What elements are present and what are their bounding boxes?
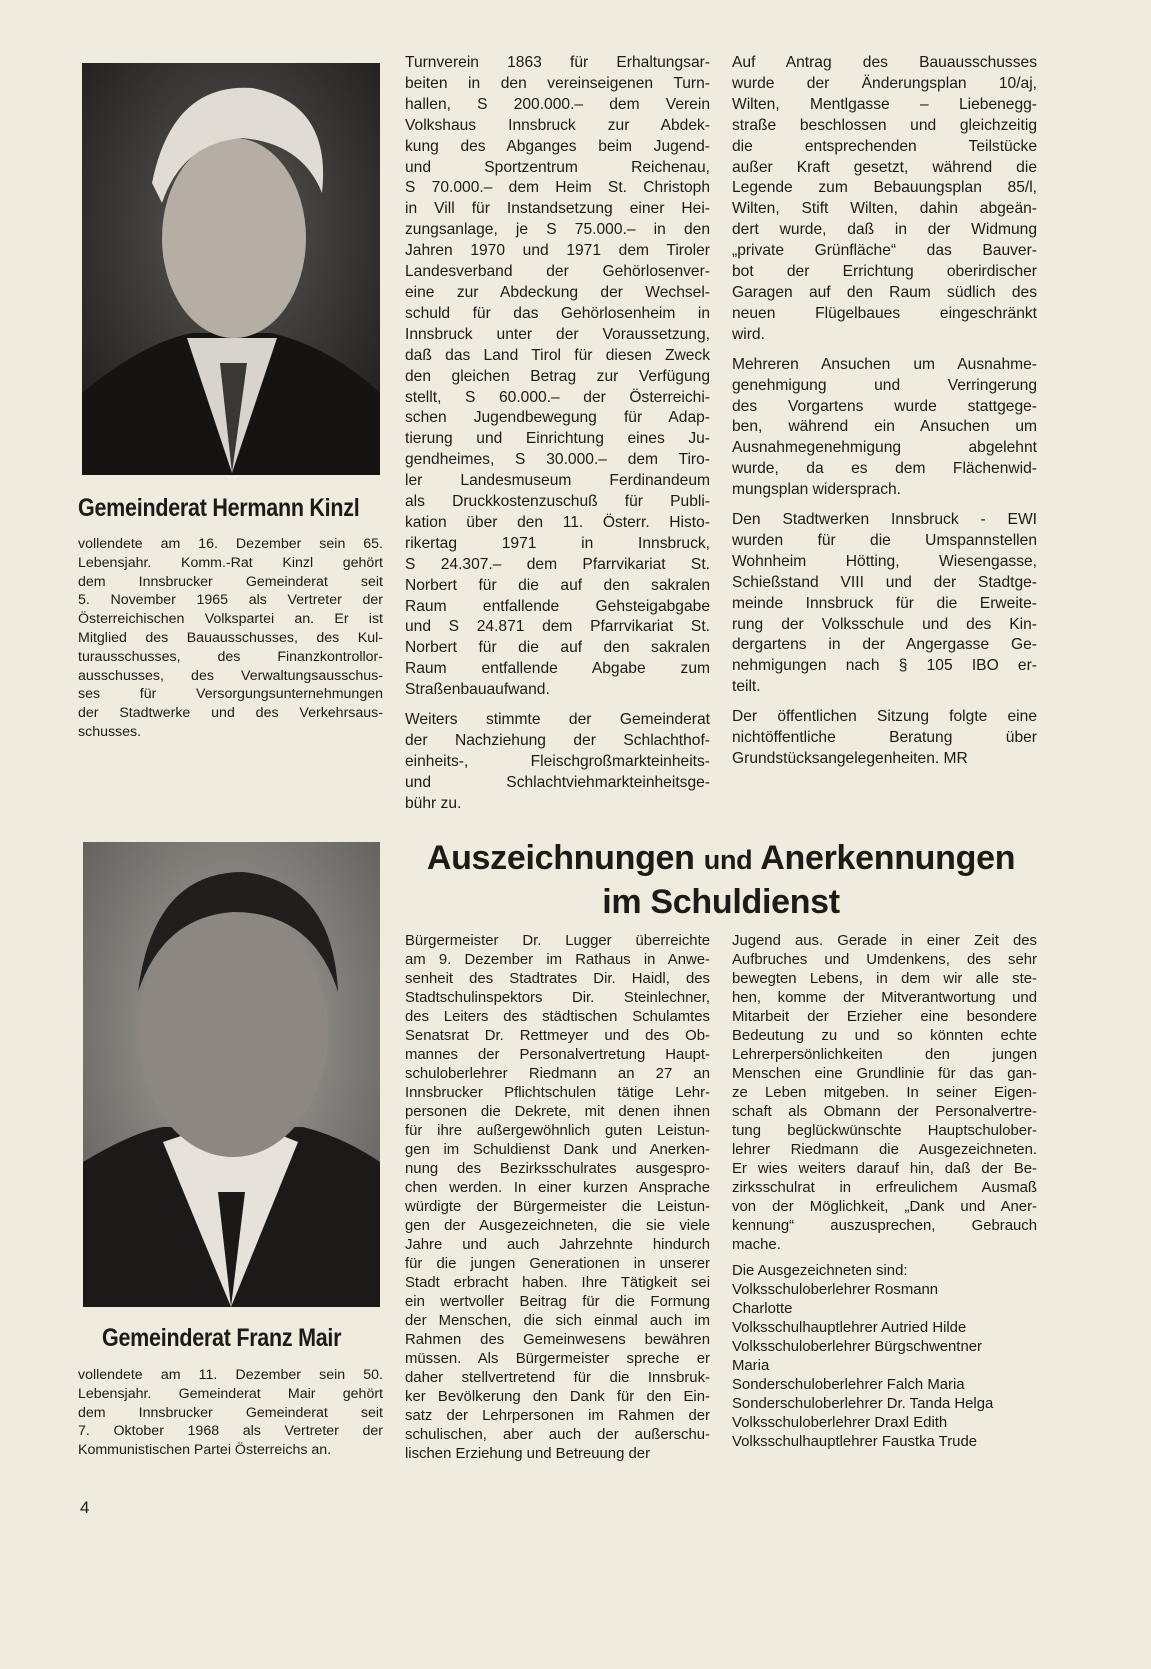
text-line: Wilten, Mentlgasse – Liebenegg-	[732, 95, 1037, 113]
text-line: Lebensjahr. Gemeinderat Mair gehört	[78, 1385, 383, 1402]
text-line: meinde Innsbruck für die Erweite-	[732, 594, 1037, 612]
text-line: neuen Flügelbaues eingeschränkt	[732, 304, 1037, 322]
text-line: gen im Schuldienst Dank und Anerken-	[405, 1142, 710, 1158]
text-line: mannes der Personalvertretung Haupt-	[405, 1047, 710, 1063]
portrait-photo-kinzl	[82, 63, 380, 475]
text-line: für die jungen Generationen in unserer	[405, 1256, 710, 1272]
text-line: Lebensjahr. Komm.-Rat Kinzl gehört	[78, 554, 383, 571]
portrait-photo-mair	[83, 842, 380, 1307]
text-line: ein wertvoller Beitrag für die Formung	[405, 1294, 710, 1310]
text-line: „private Grünfläche“ das Bauver-	[732, 242, 1037, 260]
text-line: Menschen eine Grundlinie für das gan-	[732, 1066, 1037, 1082]
text-line: Senatsrat Dr. Rettmeyer und des Ob-	[405, 1028, 710, 1044]
text-line: straße beschlossen und gleichzeitig	[732, 116, 1037, 134]
list-item: Volksschuloberlehrer Bürgschwentner	[732, 1339, 982, 1355]
text-line: Grundstücksangelegenheiten. MR	[732, 750, 968, 767]
text-line: zungsanlage, je S 75.000.– in den	[405, 221, 710, 239]
text-line: Er wies weiters darauf hin, daß der Be-	[732, 1161, 1037, 1177]
text-line: gendheimes, S 30.000.– dem Tiro-	[405, 451, 710, 469]
text-line: die entsprechenden Teilstücke	[732, 137, 1037, 155]
text-line: bühr zu.	[405, 794, 462, 812]
text-line: ben, während ein Ansuchen um	[732, 418, 1037, 436]
text-line: Jahre und auch Jahrzehnte hindurch	[405, 1237, 710, 1253]
text-line: Raum entfallende Abgabe zum	[405, 660, 710, 678]
text-line: bot der Errichtung oberirdischer	[732, 263, 1037, 281]
text-line: ler Landesmuseum Ferdinandeum	[405, 472, 710, 490]
text-line: in Vill für Instandsetzung einer Hei-	[405, 200, 710, 218]
text-line: teilt.	[732, 678, 761, 696]
text-line: ausschusses, des Verwaltungsausschus-	[78, 667, 383, 684]
page-number: 4	[80, 1498, 90, 1517]
portrait-caption-title: Gemeinderat Hermann Kinzl	[78, 494, 360, 522]
text-line: gen der Ausgezeichneten, die sie viele	[405, 1218, 710, 1234]
text-line: schuld für das Gehörlosenheim in	[405, 304, 710, 322]
awards-article-column-2	[405, 932, 710, 1471]
text-line: dert wurde, daß in der Widmung	[732, 221, 1037, 239]
list-item: Volksschulhauptlehrer Faustka Trude	[732, 1434, 978, 1450]
portrait-caption-title: Gemeinderat Franz Mair	[102, 1324, 342, 1352]
text-line: daß das Land Tirol für diesen Zweck	[405, 346, 710, 364]
text-line: Der öffentlichen Sitzung folgte eine	[732, 708, 1037, 726]
text-line: Lehrerpersönlichkeiten den jungen	[732, 1047, 1037, 1063]
text-line: personen die Dekrete, mit denen ihnen	[405, 1104, 710, 1120]
council-article-column-3	[732, 53, 1037, 779]
text-line: Bedeutung zu und so könnten echte	[732, 1028, 1037, 1044]
text-line: lischen Erziehung und Betreuung der	[405, 1446, 651, 1462]
awards-headline	[405, 837, 1037, 923]
article-paragraph	[732, 932, 1037, 1255]
text-line: rung der Volksschule und des Kin-	[732, 615, 1037, 633]
text-line: würdigte der Bürgermeister die Leistun-	[405, 1199, 710, 1215]
text-line: Wilten, Stift Wilten, dahin abgeän-	[732, 200, 1037, 218]
list-item: Volksschulhauptlehrer Autried Hilde	[732, 1320, 967, 1336]
text-line: S 70.000.– dem Heim St. Christoph	[405, 179, 710, 197]
text-line: Ausnahmegenehmigung abgelehnt	[732, 439, 1037, 457]
text-line: Aufbruches und Umdenkens, des sehr	[732, 952, 1037, 968]
text-line: Jahren 1970 und 1971 dem Tiroler	[405, 242, 710, 260]
text-line: Den Stadtwerken Innsbruck - EWI	[732, 511, 1037, 529]
text-line: Österreichischen Volkspartei an. Er ist	[78, 611, 383, 628]
text-line: des Leiters des städtischen Schulamtes	[405, 1009, 710, 1025]
text-line: 5. November 1965 als Vertreter der	[78, 592, 383, 609]
text-line: Garagen auf den Raum südlich des	[732, 283, 1037, 301]
text-line: dergartens in der Angergasse Ge-	[732, 636, 1037, 654]
text-line: stellt, S 60.000.– der Österreichi-	[405, 388, 710, 406]
council-article-column-2	[405, 53, 710, 824]
text-line: kation über den 11. Österr. Histo-	[405, 513, 710, 531]
text-line: wurde, da es dem Flächenwid-	[732, 460, 1037, 478]
article-paragraph	[405, 710, 710, 815]
text-line: Mehreren Ansuchen um Ausnahme-	[732, 355, 1037, 373]
text-line: mungsplan widersprach.	[732, 481, 902, 499]
text-line: und Schlachtviehmarkteinheitsge-	[405, 773, 710, 791]
text-line: Bürgermeister Dr. Lugger überreichte	[405, 933, 710, 949]
awards-article-column-3	[732, 932, 1037, 1452]
list-item: Volksschuloberlehrer Rosmann	[732, 1282, 939, 1298]
text-line: ker Bevölkerung den Dank für den Ein-	[405, 1389, 710, 1405]
text-line: nung des Bezirksschulrates ausgespro-	[405, 1161, 710, 1177]
text-line: Weiters stimmte der Gemeinderat	[405, 711, 710, 729]
text-line: Legende zum Bebauungsplan 85/l,	[732, 179, 1037, 197]
text-line: Landesverband der Gehörlosenver-	[405, 263, 710, 281]
headline-word: Auszeichnungen	[426, 839, 695, 877]
text-line: nehmigungen nach § 105 IBO er-	[732, 657, 1037, 675]
text-line: hen, komme der Mitverantwortung und	[732, 990, 1037, 1006]
text-line: daher stellvertretend für die Innsbruk-	[405, 1370, 710, 1386]
text-line: Wohnheim Hötting, Wiesengasse,	[732, 552, 1037, 570]
text-line: schulischen, aber auch der außerschu-	[405, 1427, 710, 1443]
text-line: müssen. Als Bürgermeister spreche er	[405, 1351, 710, 1367]
headline-word: Anerkennungen	[760, 839, 1016, 877]
text-line: genehmigung und Verringerung	[732, 376, 1037, 394]
list-item: Volksschuloberlehrer Draxl Edith	[732, 1415, 948, 1431]
list-item: Sonderschuloberlehrer Dr. Tanda Helga	[732, 1396, 994, 1412]
text-line: turausschusses, des Finanzkontrollor-	[78, 648, 383, 665]
text-line: senheit des Stadtrates Dir. Haidl, des	[405, 971, 710, 987]
text-line: Jugend aus. Gerade in einer Zeit des	[732, 933, 1037, 949]
text-line: Stadtschulinspektors Dir. Steinlechner,	[405, 990, 710, 1006]
text-line: vollendete am 11. Dezember sein 50.	[78, 1367, 383, 1383]
text-line: Norbert für die auf den sakralen	[405, 576, 710, 594]
text-line: außer Kraft gesetzt, während die	[732, 158, 1037, 176]
list-item: Charlotte	[732, 1301, 793, 1317]
text-line: wird.	[732, 325, 765, 343]
text-line: der Menschen, die sich einmal auch im	[405, 1313, 710, 1329]
text-line: schusses.	[78, 723, 142, 740]
headline-line-2: im Schuldienst	[602, 883, 840, 921]
text-line: chen werden. In einer kurzen Ansprache	[405, 1180, 710, 1196]
text-line: hallen, S 200.000.– dem Verein	[405, 95, 710, 113]
honorees-list	[732, 1281, 1037, 1452]
text-line: dem Innsbrucker Gemeinderat seit	[78, 573, 383, 590]
article-paragraph	[732, 53, 1037, 346]
text-line: einheits-, Fleischgroßmarkteinheits-	[405, 752, 710, 770]
text-line: Mitarbeit der Erzieher eine besondere	[732, 1009, 1037, 1025]
text-line: der Nachziehung der Schlachthof-	[405, 732, 710, 749]
text-line: eine zur Abdeckung der Wechsel-	[405, 283, 710, 301]
text-line: 7. Oktober 1968 als Vertreter der	[78, 1423, 383, 1440]
text-line: mache.	[732, 1237, 781, 1253]
text-line: kennung“ auszusprechen, Gebrauch	[732, 1218, 1037, 1234]
text-line: der Stadtwerke und des Verkehrsaus-	[78, 705, 383, 722]
text-line: nichtöffentliche Beratung über	[732, 729, 1037, 747]
article-paragraph	[732, 510, 1037, 698]
text-line: von der Möglichkeit, „Dank und Aner-	[732, 1199, 1037, 1215]
portrait-caption-text	[78, 535, 383, 742]
article-paragraph	[732, 707, 1037, 770]
text-line: ze Leben mitgeben. In seiner Eigen-	[732, 1085, 1037, 1101]
text-line: bewegten Lebens, in dem wir alle ste-	[732, 971, 1037, 987]
text-line: des Vorgartens wurde stattgege-	[732, 397, 1037, 415]
text-line: Turnverein 1863 für Erhaltungsar-	[405, 54, 710, 71]
text-line: Rahmen des Gemeinwesens bewähren	[405, 1332, 710, 1348]
text-line: S 24.307.– dem Pfarrvikariat St.	[405, 555, 710, 573]
text-line: tierung und Einrichtung eines Ju-	[405, 430, 710, 448]
text-line: lehrer Riedmann die Ausgezeichneten.	[732, 1142, 1037, 1158]
text-line: Norbert für die auf den sakralen	[405, 639, 710, 657]
text-line: schen Jugendbewegung für Adap-	[405, 409, 710, 427]
text-line: Auf Antrag des Bauausschusses	[732, 54, 1037, 71]
honorees-intro: Die Ausgezeichneten sind:	[732, 1263, 908, 1279]
text-line: als Druckkostenzuschuß für Publi-	[405, 493, 710, 511]
text-line: Stadt erbracht haben. Ihre Tätigkeit sei	[405, 1275, 710, 1291]
text-line: vollendete am 16. Dezember sein 65.	[78, 536, 383, 552]
text-line: Mitglied des Bauausschusses, des Kul-	[78, 629, 383, 646]
text-line: Kommunistischen Partei Österreichs an.	[78, 1442, 332, 1459]
list-item: Sonderschuloberlehrer Falch Maria	[732, 1377, 965, 1393]
list-item: Maria	[732, 1358, 770, 1374]
text-line: schaft als Obmann der Personalvertre-	[732, 1104, 1037, 1120]
text-line: dem Innsbrucker Gemeinderat seit	[78, 1404, 383, 1421]
text-line: Volkshaus Innsbruck zur Abdek-	[405, 116, 710, 134]
text-line: wurde der Änderungsplan 10/aj,	[732, 74, 1037, 92]
text-line: ses für Versorgungsunternehmungen	[78, 686, 383, 703]
text-line: den gleichen Betrag zur Verfügung	[405, 367, 710, 385]
text-line: und S 24.871 dem Pfarrvikariat St.	[405, 618, 710, 636]
text-line: Innsbruck unter der Voraussetzung,	[405, 325, 710, 343]
article-paragraph	[405, 53, 710, 701]
text-line: rikertag 1971 in Innsbruck,	[405, 534, 710, 552]
article-paragraph	[405, 932, 710, 1464]
text-line: am 9. Dezember im Rathaus in Anwe-	[405, 952, 710, 968]
text-line: Raum entfallende Gehsteigabgabe	[405, 597, 710, 615]
text-line: kung des Abganges beim Jugend-	[405, 137, 710, 155]
headline-word: und	[703, 845, 753, 875]
text-line: zirksschulrat in erfreulichem Ausmaß	[732, 1180, 1037, 1196]
text-line: beiten in den vereinseigenen Turn-	[405, 74, 710, 92]
text-line: für ihre außergewöhnlich guten Leistun-	[405, 1123, 710, 1139]
text-line: schuloberlehrer Riedmann an 27 an	[405, 1066, 710, 1082]
article-paragraph	[732, 355, 1037, 501]
text-line: Straßenbauaufwand.	[405, 681, 550, 699]
text-line: tung beglückwünschte Hauptschulober-	[732, 1123, 1037, 1139]
text-line: satz der Lehrpersonen im Rahmen der	[405, 1408, 710, 1424]
text-line: und Sportzentrum Reichenau,	[405, 158, 710, 176]
portrait-caption-text	[78, 1366, 383, 1460]
text-line: Innsbrucker Pflichtschulen tätige Lehr-	[405, 1085, 710, 1101]
text-line: Schießstand VIII und der Stadtge-	[732, 573, 1037, 591]
text-line: wurden für die Umspannstellen	[732, 531, 1037, 549]
